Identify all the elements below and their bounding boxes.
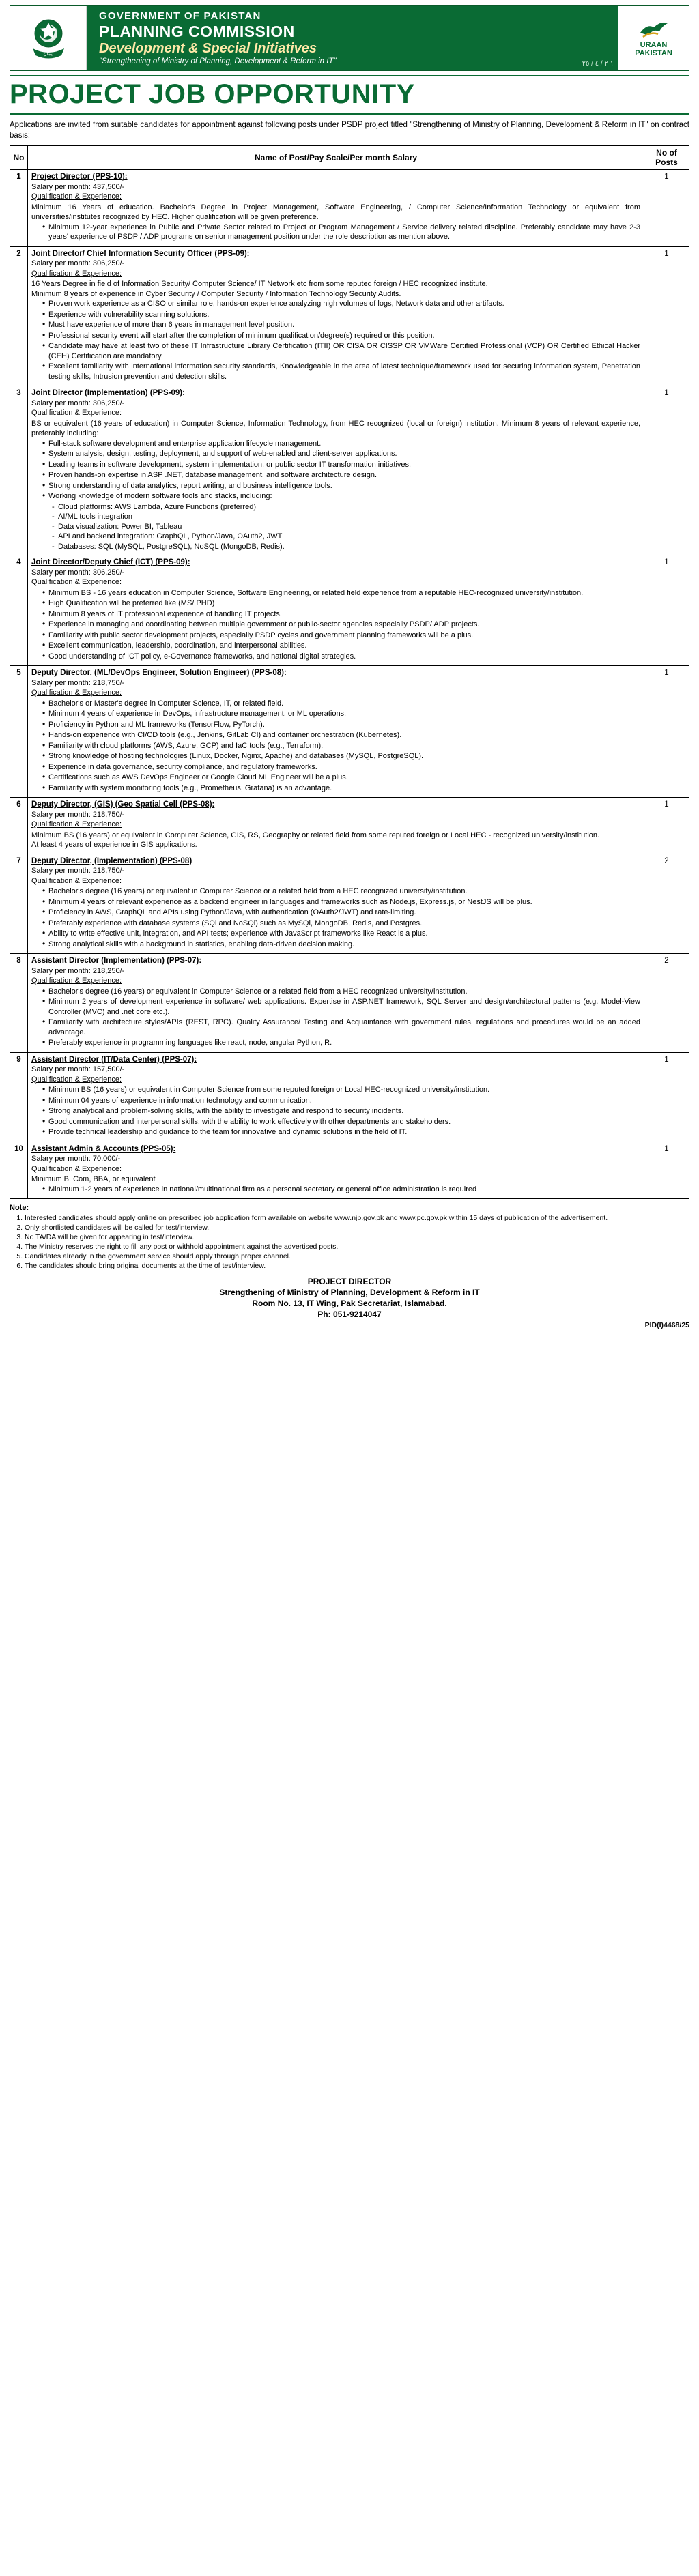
col-header-posts: No of Posts [644, 146, 689, 170]
requirement-item: • Provide technical leadership and guidance to the team for innovative and dynamic solutions in the field of IT. [42, 1127, 640, 1138]
post-salary: Salary per month: 218,750/- [31, 867, 125, 875]
development-special-initiatives-line: Development & Special Initiatives [99, 40, 317, 56]
emblem-container [10, 6, 87, 70]
requirement-list [31, 439, 640, 502]
row-number: 4 [10, 555, 28, 666]
requirement-list [31, 299, 640, 381]
col-header-no: No [10, 146, 28, 170]
requirement-item: • High Qualification will be preferred like (MS/ PHD) [42, 598, 640, 609]
requirement-item: • Good understanding of ICT policy, e-Governance frameworks, and national digital strategies. [42, 652, 640, 662]
post-title: Assistant Admin & Accounts (PPS-05): [31, 1144, 176, 1153]
qualification-heading: Qualification & Experience: [31, 578, 122, 586]
jobs-table [10, 145, 689, 1199]
posts-count: 1 [644, 555, 689, 666]
post-salary: Salary per month: 70,000/- [31, 1155, 121, 1163]
post-details-cell [28, 386, 644, 555]
requirement-text: 16 Years Degree in field of Information Security/ Computer Science/ IT Network etc from some reputed foreign / HEC recognized institute. [31, 280, 488, 288]
requirement-text: At least 4 years of experience in GIS applications. [31, 841, 197, 849]
requirement-item: • Proven hands-on expertise in ASP .NET, database management, and software architecture design. [42, 470, 640, 480]
requirement-item: • Must have experience of more than 6 years in management level position. [42, 320, 640, 330]
row-number: 6 [10, 798, 28, 854]
requirement-item: • Proven work experience as a CISO or similar role, hands-on experience analyzing high volumes of logs, Network data and other artifacts. [42, 299, 640, 309]
post-salary: Salary per month: 306,250/- [31, 399, 125, 407]
post-salary: Salary per month: 306,250/- [31, 568, 125, 577]
posts-count: 1 [644, 170, 689, 247]
row-number: 5 [10, 666, 28, 798]
requirement-item: • Excellent familiarity with international information security standards, Knowledgeable in the area of latest technique/framework used for securing information system, Penetration testing skills, Intrusion prevention and detection skills. [42, 362, 640, 381]
posts-count: 1 [644, 386, 689, 555]
uraan-pakistan-logo [618, 6, 689, 70]
requirement-list [31, 222, 640, 242]
posts-count: 1 [644, 666, 689, 798]
requirement-item: • Preferably experience with database systems (SQl and NoSQl) such as MySQl, MongoDB, Redis, and Postgres. [42, 918, 640, 929]
requirement-text: Minimum 16 Years of education. Bachelor's Degree in Project Management, Software Engineering, / Computer Science/Information Technology or equivalent from universities/institutes recognized by HEC. Higher qualification will be given preference. [31, 203, 640, 221]
requirement-item: • Professional security event will start after the completion of minimum qualification/degree(s) required or this position. [42, 331, 640, 341]
requirement-item: • Minimum BS - 16 years education in Computer Science, Software Engineering, or related field experience from a reputable HEC-recognized university/institution. [42, 588, 640, 598]
row-number: 3 [10, 386, 28, 555]
table-row [10, 1052, 689, 1142]
requirement-item: • Minimum 1-2 years of experience in national/multinational firm as a personal secretary or general office administration is required [42, 1185, 640, 1195]
qualification-heading: Qualification & Experience: [31, 689, 122, 697]
urdu-date-stamp: ١ ٢ / ٤ / ٢٥ [582, 60, 614, 68]
document-header [10, 5, 689, 71]
post-salary: Salary per month: 306,250/- [31, 259, 125, 267]
footer-block [10, 1276, 689, 1320]
requirement-item: - API and backend integration: GraphQL, Python/Java, OAuth2, JWT [52, 532, 640, 542]
requirement-item: • Experience with vulnerability scanning solutions. [42, 310, 640, 320]
posts-count: 1 [644, 246, 689, 386]
requirement-item: • Minimum BS (16 years) or equivalent in Computer Science from some reputed foreign or Local HEC-recognized university/institution. [42, 1085, 640, 1095]
row-number: 9 [10, 1052, 28, 1142]
planning-commission-line: PLANNING COMMISSION [99, 22, 295, 40]
requirement-item: • Minimum 4 years of relevant experience as a backend engineer in languages and frameworks such as Node.js, Express.js, or NestJS will be plus. [42, 897, 640, 908]
table-row [10, 246, 689, 386]
note-item: 2. Only shortlisted candidates will be called for test/interview. [25, 1223, 689, 1232]
requirement-item: • Bachelor's or Master's degree in Computer Science, IT, or related field. [42, 699, 640, 709]
requirement-item: • Candidate may have at least two of these IT Infrastructure Library Certification (ITII) OR CISA OR CISSP OR VMWare Certified Professional (VCP) OR Certified Ethical Hacker (CEH) Certification are mandatory. [42, 341, 640, 361]
requirement-item: • Proficiency in Python and ML frameworks (TensorFlow, PyTorch). [42, 720, 640, 730]
pakistan-state-emblem-icon [23, 13, 74, 63]
requirement-item: • Familiarity with architecture styles/APIs (REST, RPC). Quality Assurance/ Testing and Acquaintance with government rules, regulations and procedures would be an added advantage. [42, 1017, 640, 1037]
post-title: Deputy Director, (ML/DevOps Engineer, Solution Engineer) (PPS-08): [31, 669, 287, 677]
svg-text:ایمان: ایمان [42, 52, 54, 57]
post-salary: Salary per month: 218,250/- [31, 966, 125, 975]
requirement-item: • Hands-on experience with CI/CD tools (e.g., Jenkins, GitLab CI) and container orchestration (Kubernetes). [42, 730, 640, 740]
requirement-item: • Preferably experience in programming languages like react, node, angular Python, R. [42, 1038, 640, 1048]
qualification-heading: Qualification & Experience: [31, 409, 122, 417]
posts-count: 1 [644, 1142, 689, 1199]
row-number: 1 [10, 170, 28, 247]
header-text-block [87, 6, 618, 70]
uraan-bird-icon [639, 19, 669, 40]
requirement-item: • Familiarity with system monitoring tools (e.g., Prometheus, Grafana) is an advantage. [42, 783, 640, 794]
requirement-item: • Minimum 4 years of experience in DevOps, infrastructure management, or ML operations. [42, 709, 640, 719]
table-row [10, 666, 689, 798]
requirement-list [31, 1185, 640, 1195]
requirement-item: • Bachelor's degree (16 years) or equivalent in Computer Science or a related field from a HEC recognized university/institution. [42, 886, 640, 897]
requirement-item: - Data visualization: Power BI, Tableau [52, 522, 640, 532]
requirement-item: • Minimum 2 years of development experience in software/ web applications. Expertise in ASP.NET framework, SQL Server and design/architectural patterns (e.g. Model-View Controller (MVC) and .net core etc.). [42, 997, 640, 1017]
post-title: Assistant Director (IT/Data Center) (PPS-07): [31, 1055, 197, 1064]
col-header-name: Name of Post/Pay Scale/Per month Salary [28, 146, 644, 170]
uraan-label-top: URAAN [640, 41, 668, 49]
post-details-cell [28, 555, 644, 666]
requirement-item: - AI/ML tools integration [52, 512, 640, 522]
post-title: Project Director (PPS-10): [31, 173, 128, 181]
government-line: GOVERNMENT OF PAKISTAN [99, 10, 261, 22]
post-title: Joint Director/Deputy Chief (ICT) (PPS-09): [31, 558, 190, 566]
requirement-item: • Excellent communication, leadership, coordination, and interpersonal abilities. [42, 641, 640, 651]
requirement-item: • Familiarity with public sector development projects, especially PSDP cycles and government planning frameworks will be a plus. [42, 631, 640, 641]
requirement-list [31, 588, 640, 662]
post-title: Assistant Director (Implementation) (PPS-07): [31, 957, 202, 965]
footer-address: Room No. 13, IT Wing, Pak Secretariat, Islamabad. [252, 1299, 447, 1308]
requirement-item: • Proficiency in AWS, GraphQL and APIs using Python/Java, with authentication (OAuth2/JWT) and rate-limiting. [42, 908, 640, 918]
table-row [10, 555, 689, 666]
table-row [10, 798, 689, 854]
requirement-item: • Minimum 04 years of experience in information technology and communication. [42, 1096, 640, 1106]
row-number: 2 [10, 246, 28, 386]
notes-title: Note: [10, 1204, 29, 1212]
requirement-item: - Databases: SQL (MySQL, PostgreSQL), NoSQL (MongoDB, Redis). [52, 542, 640, 552]
row-number: 7 [10, 854, 28, 954]
table-header-row [10, 146, 689, 170]
note-item: 5. Candidates already in the government service should apply through proper channel. [25, 1251, 689, 1261]
requirement-item: • Familiarity with cloud platforms (AWS, Azure, GCP) and IaC tools (e.g., Terraform). [42, 741, 640, 751]
post-details-cell [28, 170, 644, 247]
table-row [10, 1142, 689, 1199]
qualification-heading: Qualification & Experience: [31, 1075, 122, 1084]
requirement-item: - Cloud platforms: AWS Lambda, Azure Functions (preferred) [52, 502, 640, 512]
page-title: PROJECT JOB OPPORTUNITY [10, 79, 415, 109]
posts-count: 1 [644, 798, 689, 854]
table-row [10, 170, 689, 247]
row-number: 8 [10, 954, 28, 1053]
requirement-item: • Strong understanding of data analytics, report writing, and business intelligence tools. [42, 481, 640, 491]
requirement-text: Minimum B. Com, BBA, or equivalent [31, 1175, 156, 1183]
requirement-text: Minimum 8 years of experience in Cyber Security / Computer Security / Information Technology Security Audits. [31, 289, 401, 298]
requirement-item: • Leading teams in software development, system implementation, or public sector IT transformation initiatives. [42, 460, 640, 470]
qualification-heading: Qualification & Experience: [31, 820, 122, 828]
requirement-list [31, 699, 640, 794]
table-row [10, 954, 689, 1053]
post-details-cell [28, 854, 644, 954]
notes-list [10, 1213, 689, 1271]
requirement-item: • Bachelor's degree (16 years) or equivalent in Computer Science or a related field from a HEC recognized university/institution. [42, 987, 640, 997]
note-item: 6. The candidates should bring original documents at the time of test/interview. [25, 1261, 689, 1271]
posts-count: 2 [644, 854, 689, 954]
requirement-item: • Good communication and interpersonal skills, with the ability to work effectively with other departments and stakeholders. [42, 1117, 640, 1127]
note-item: 3. No TA/DA will be given for appearing in test/interview. [25, 1232, 689, 1242]
header-tagline: "Strengthening of Ministry of Planning, Development & Reform in IT" [99, 57, 337, 66]
requirement-item: • Minimum 12-year experience in Public and Private Sector related to Project or Program Management / Service delivery related discipline. Preferably candidate may have 2-3 years' experience of PSDP / ADP programs on senior management position under the role description as mention above. [42, 222, 640, 242]
qualification-heading: Qualification & Experience: [31, 876, 122, 885]
post-title: Joint Director (Implementation) (PPS-09): [31, 389, 185, 397]
post-details-cell [28, 666, 644, 798]
note-item: 4. The Ministry reserves the right to fill any post or withhold appointment against the advertised posts. [25, 1242, 689, 1251]
post-details-cell [28, 1052, 644, 1142]
requirement-list [31, 502, 640, 552]
notes-section [10, 1203, 689, 1271]
post-details-cell [28, 1142, 644, 1199]
post-details-cell [28, 798, 644, 854]
requirement-list [31, 886, 640, 949]
post-details-cell [28, 954, 644, 1053]
posts-count: 2 [644, 954, 689, 1053]
note-item: 1. Interested candidates should apply online on prescribed job application form available on website www.njp.gov.pk and www.pc.gov.pk within 15 days of publication of the advertisement. [25, 1213, 689, 1223]
post-title: Deputy Director, (Implementation) (PPS-08) [31, 856, 192, 865]
qualification-heading: Qualification & Experience: [31, 192, 122, 201]
pid-number: PID(I)4468/25 [644, 1321, 689, 1329]
post-salary: Salary per month: 157,500/- [31, 1065, 125, 1073]
requirement-list [31, 987, 640, 1048]
qualification-heading: Qualification & Experience: [31, 976, 122, 985]
requirement-item: • Strong analytical and problem-solving skills, with the ability to investigate and respond to security incidents. [42, 1106, 640, 1116]
table-row [10, 854, 689, 954]
requirement-text: BS or equivalent (16 years of education) in Computer Science, Information Technology, from HEC recognized (local or foreign) institution. Minimum 8 years of relevant experience, preferably including: [31, 419, 640, 437]
requirement-list [31, 1085, 640, 1138]
post-title: Joint Director/ Chief Information Security Officer (PPS-09): [31, 249, 250, 258]
requirement-item: • Full-stack software development and enterprise application lifecycle management. [42, 439, 640, 449]
footer-project-name: Strengthening of Ministry of Planning, Development & Reform in IT [219, 1288, 480, 1297]
table-row [10, 386, 689, 555]
page-title-bar [10, 75, 689, 115]
footer-project-director: PROJECT DIRECTOR [307, 1277, 392, 1286]
requirement-item: • Experience in data governance, security compliance, and regulatory frameworks. [42, 762, 640, 772]
posts-count: 1 [644, 1052, 689, 1142]
row-number: 10 [10, 1142, 28, 1199]
requirement-item: • Certifications such as AWS DevOps Engineer or Google Cloud ML Engineer will be a plus. [42, 772, 640, 783]
requirement-item: • Strong analytical skills with a background in statistics, enabling data-driven decision making. [42, 940, 640, 950]
post-title: Deputy Director, (GIS) (Geo Spatial Cell (PPS-08): [31, 800, 215, 809]
post-salary: Salary per month: 218,750/- [31, 810, 125, 819]
requirement-item: • Strong knowledge of hosting technologies (Linux, Docker, Nginx, Apache) and databases (MySQL, PostgreSQL). [42, 751, 640, 762]
requirement-item: • Working knowledge of modern software tools and stacks, including: [42, 491, 640, 502]
intro-paragraph: Applications are invited from suitable candidates for appointment against following posts under PSDP project titled "Strengthening of Ministry of Planning, Development & Reform in IT" on contract basis: [10, 121, 689, 140]
footer-phone: Ph: 051-9214047 [317, 1309, 382, 1319]
post-salary: Salary per month: 437,500/- [31, 182, 125, 191]
requirement-text: Minimum BS (16 years) or equivalent in Computer Science, GIS, RS, Geography or related field from some reputed foreign or Local HEC - recognized university/institution. [31, 830, 600, 839]
requirement-item: • Experience in managing and coordinating between multiple government or public-sector agencies especially PSDP/ ADP projects. [42, 620, 640, 630]
requirement-item: • Ability to write effective unit, integration, and API tests; experience with JavaScript frameworks like React is a plus. [42, 929, 640, 939]
post-salary: Salary per month: 218,750/- [31, 678, 125, 687]
post-details-cell [28, 246, 644, 386]
qualification-heading: Qualification & Experience: [31, 269, 122, 278]
qualification-heading: Qualification & Experience: [31, 1164, 122, 1173]
uraan-label-bottom: PAKISTAN [635, 49, 672, 57]
requirement-item: • Minimum 8 years of IT professional experience of handling IT projects. [42, 609, 640, 620]
requirement-item: • System analysis, design, testing, deployment, and support of web-enabled and client-server applications. [42, 449, 640, 459]
